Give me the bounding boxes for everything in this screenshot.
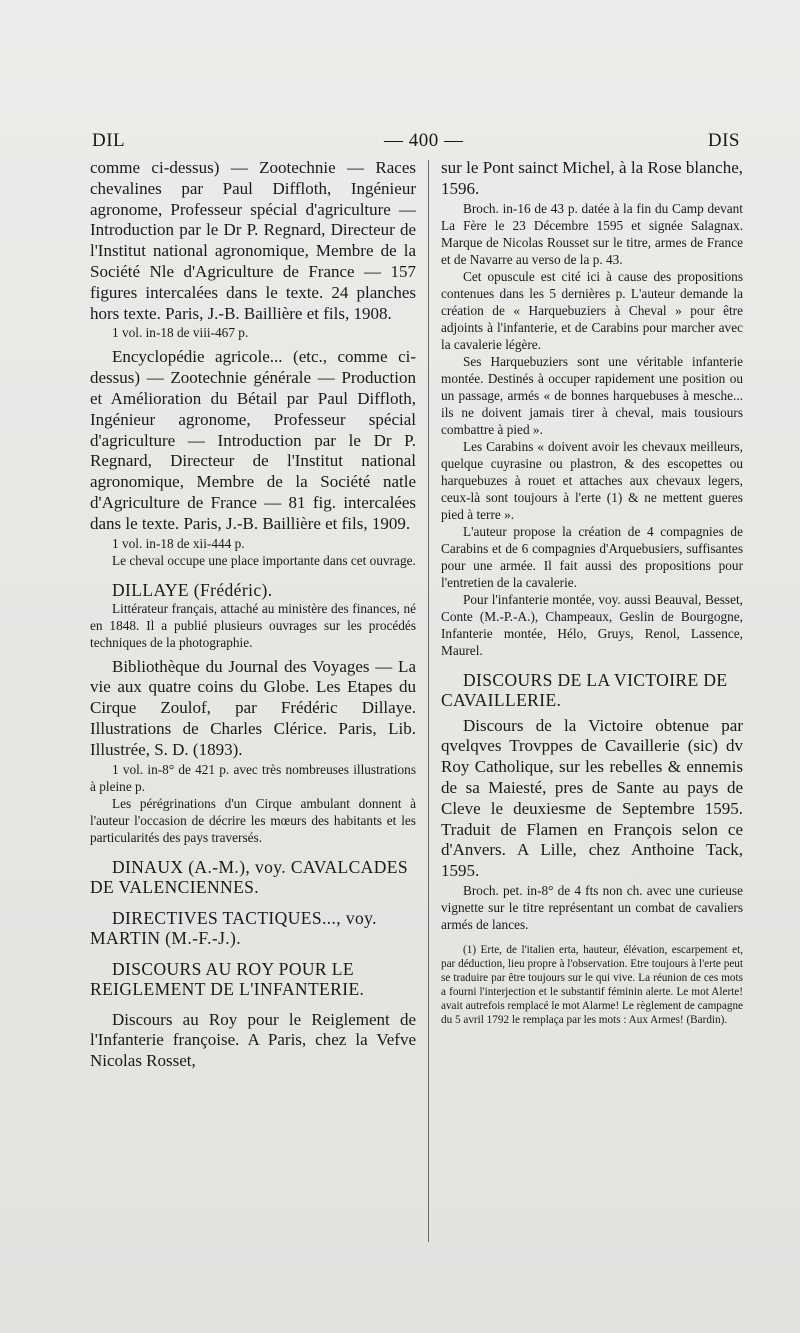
entry-note: Le cheval occupe une place importante dans cet ouvrage. <box>112 552 416 568</box>
entry-note: 1 vol. in-18 de xii-444 p. <box>112 535 245 551</box>
entry-note: L'auteur propose la création de 4 compagnies de Carabins et de 6 compagnies d'Arquebusiers, suffisantes pour une armée. Il fait aussi des propositions pour l'entretien de la cavalerie. <box>441 523 743 590</box>
entry-note: Littérateur français, attaché au ministère des finances, né en 1848. Il a publié plusieurs ouvrages sur les procédés techniques de la photographie. <box>90 600 416 650</box>
entry-text: Discours au Roy pour le Reiglement de l'Infanterie françoise. A Paris, chez la Vefve Nicolas Rosset, <box>90 1009 416 1071</box>
entry-note: Ses Harquebuziers sont une véritable infanterie montée. Destinés à occuper rapidement une position ou un passage, armés « de bonnes harquebuses à mesche... ils ne doivent jamais tirer à cheval, mais tousiours combattre à pied ». <box>441 353 743 437</box>
entry-heading: DISCOURS AU ROY POUR LE REIGLEMENT DE L'INFANTERIE. <box>90 958 365 999</box>
page-number: — 400 — <box>384 130 464 151</box>
entry-text: Discours de la Victoire obtenue par qvelqves Trovppes de Cavaillerie (sic) dv Roy Catholique, sur les rebelles & ennemis de sa Maiesté, pres de Sante au pays de Cleve le deuxiesme de Septembre 1595. Traduit de Flamen en François selon ce d'Anvers. A Lille, chez Anthoine Tack, 1595. <box>441 715 743 881</box>
column-rule <box>428 160 429 1242</box>
entry-heading: DIRECTIVES TACTIQUES..., voy. MARTIN (M.-F.-J.). <box>90 907 377 948</box>
running-head <box>92 130 740 154</box>
entry-note: Les Carabins « doivent avoir les chevaux meilleurs, quelque cuyrasine ou plastron, & des escopettes ou harquebuzes à rouet et attaches aux chevaux legers, ceux-là sont toujours à l'erte (1) & ne mettent gueres pied à terre ». <box>441 438 743 522</box>
footnote: (1) Erte, de l'italien erta, hauteur, élévation, escarpement et, par déduction, lieu propre à l'observation. Etre toujours à l'erte peut se traduire par être toujours sur le qui vive. La réunion de ces mots a fourni l'interjection et le substantif féminin alerte. Le mot Alerte! avait autrefois remplacé le mot Alarme! Le règlement de campagne du 5 avril 1792 le remplaça par les mots : Aux Armes! (Bardin). <box>441 943 743 1026</box>
entry-note: Cet opuscule est cité ici à cause des propositions contenues dans les 5 dernières p. L'auteur demande la création de « Harquebuziers à Cheval » pour être adjoints à l'infanterie, et de Carabins pour marcher avec la cavalerie légère. <box>441 268 743 352</box>
running-head-right: DIS <box>707 130 740 151</box>
entry-note: Les pérégrinations d'un Cirque ambulant donnent à l'auteur l'occasion de décrire les mœurs des habitants et les particularités des pays traversés. <box>90 795 416 845</box>
right-column <box>441 158 743 1027</box>
entry-text: sur le Pont sainct Michel, à la Rose blanche, 1596. <box>441 158 743 198</box>
entry-text: Encyclopédie agricole... (etc., comme ci-dessus) — Zootechnie générale — Production et Amélioration du Bétail par Paul Diffloth, Ingénieur agronome, Professeur spécial d'agriculture — Introduction par le Dr P. Regnard, Directeur de l'Institut national agronomique, Membre de la Société natle d'Agriculture de France — 81 fig. intercalées dans le texte. Paris, J.-B. Baillière et fils, 1909. <box>90 347 416 533</box>
entry-note: Broch. pet. in-8° de 4 fts non ch. avec une curieuse vignette sur le titre représentant un combat de cavaliers armés de lances. <box>441 882 743 932</box>
running-head-left: DIL <box>92 130 126 151</box>
left-column <box>90 158 416 1072</box>
entry-text: Bibliothèque du Journal des Voyages — La vie aux quatre coins du Globe. Les Etapes du Cirque Zoulof, par Frédéric Dillaye. Illustrations de Charles Clérice. Paris, Lib. Illustrée, S. D. (1893). <box>90 656 416 759</box>
entry-text: comme ci-dessus) — Zootechnie — Races chevalines par Paul Diffloth, Ingénieur agronome, Professeur spécial d'agriculture — Introduction par le Dr P. Regnard, Directeur de l'Institut national agronomique, Membre de la Société Nle d'Agriculture de France — 157 figures intercalées dans le texte. 24 planches hors texte. Paris, J.-B. Baillière et fils, 1908. <box>90 158 416 323</box>
entry-note: 1 vol. in-18 de viii-467 p. <box>112 325 249 341</box>
entry-heading: DILLAYE (Frédéric). <box>112 579 273 600</box>
entry-note: Pour l'infanterie montée, voy. aussi Beauval, Besset, Conte (M.-P.-A.), Champeaux, Geslin de Bourgogne, Infanterie montée, Hélo, Gruys, Renol, Lassence, Maurel. <box>441 591 743 658</box>
entry-heading: DISCOURS DE LA VICTOIRE DE CAVAILLERIE. <box>441 669 728 710</box>
entry-note: Broch. in-16 de 43 p. datée à la fin du Camp devant La Fère le 23 Décembre 1595 et signée Salagnax. Marque de Nicolas Rousset sur le titre, armes de France et de Navarre au verso de la p. 43. <box>441 200 743 267</box>
entry-note: 1 vol. in-8° de 421 p. avec très nombreuses illustrations à pleine p. <box>90 761 416 794</box>
entry-heading: DINAUX (A.-M.), voy. CAVALCADES DE VALENCIENNES. <box>90 856 408 897</box>
